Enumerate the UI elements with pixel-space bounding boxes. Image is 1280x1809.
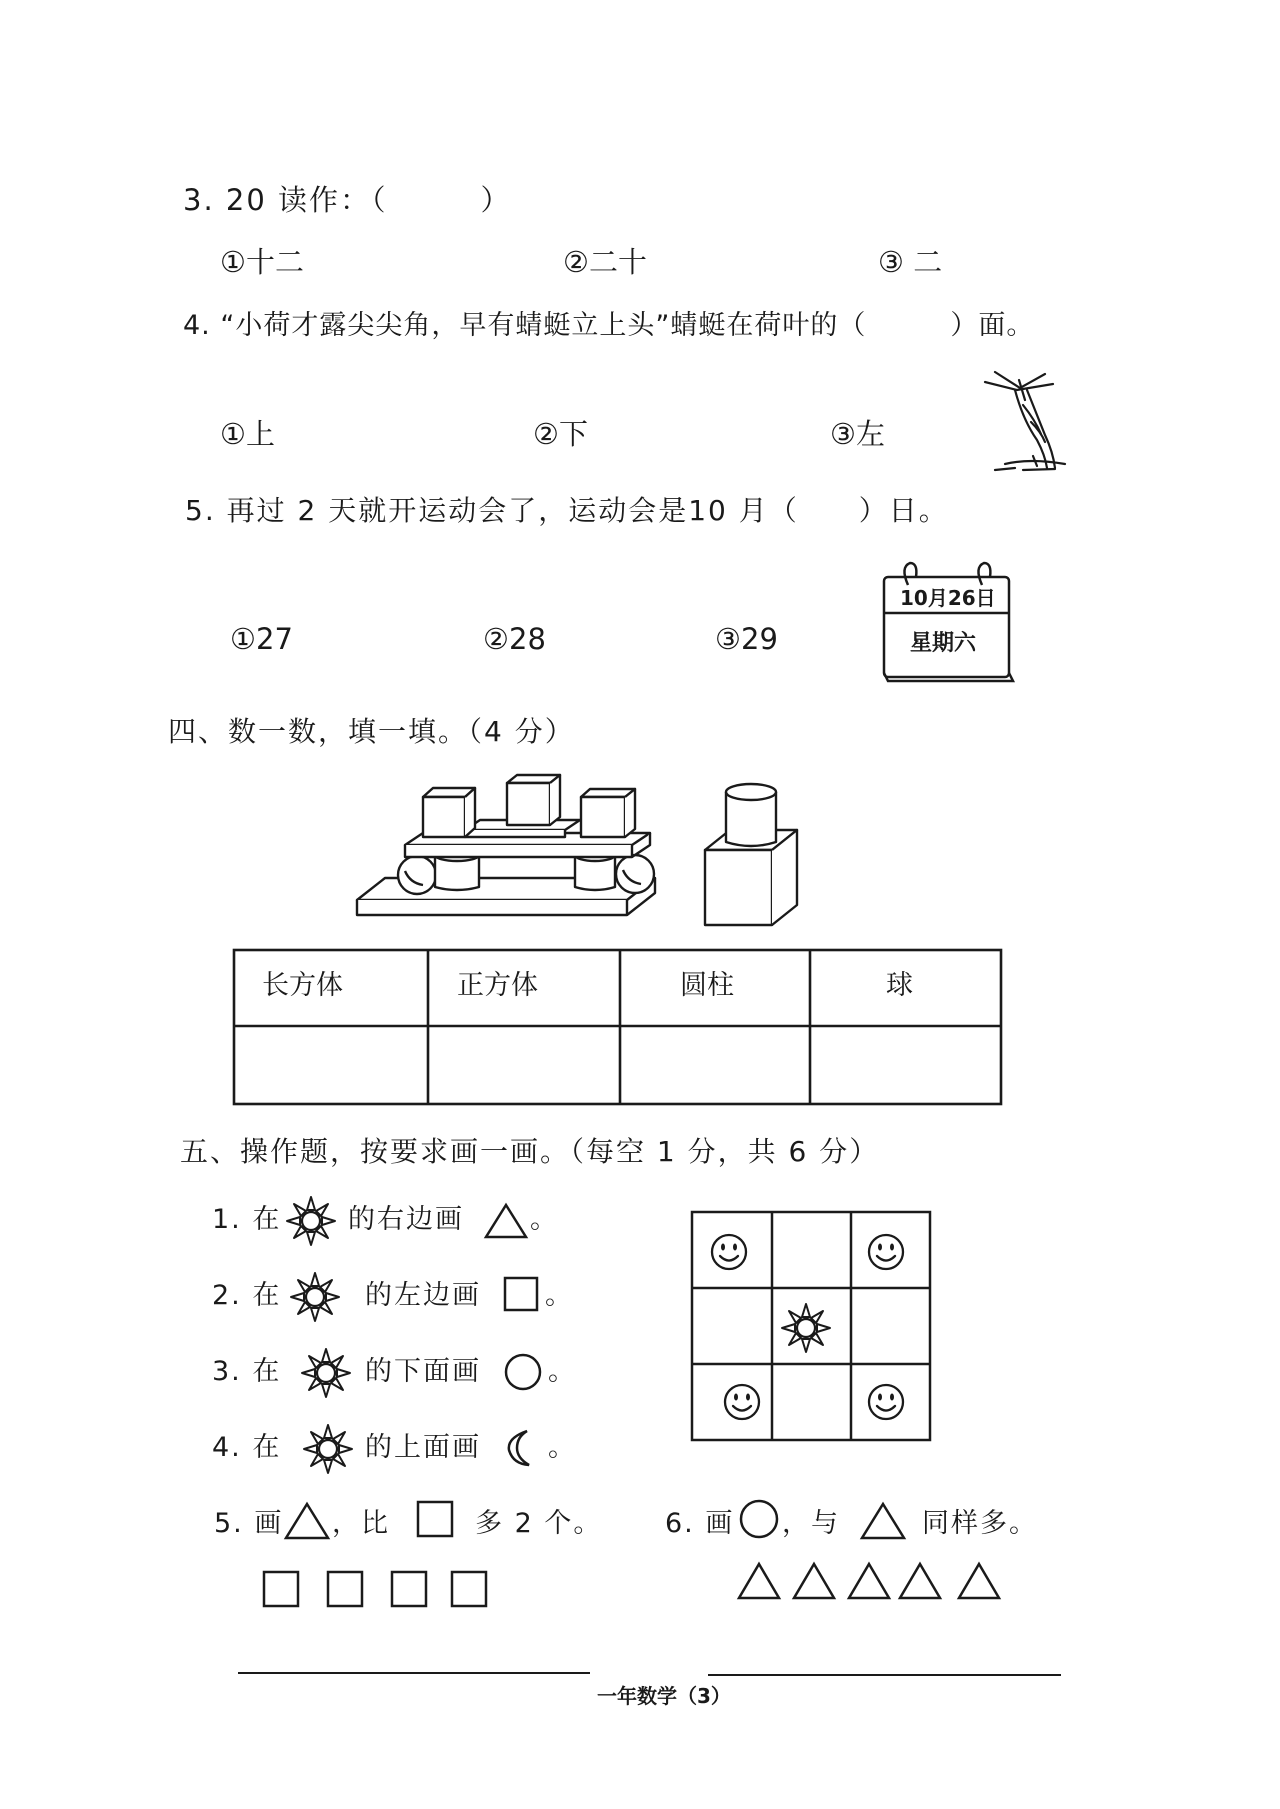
circle-icon bbox=[738, 1498, 780, 1540]
item5-post: 多 2 个。 bbox=[475, 1508, 603, 1539]
item1-post: 的右边画 bbox=[348, 1204, 464, 1235]
item6-pre: 6. 画 bbox=[665, 1508, 735, 1539]
sun-icon bbox=[778, 1300, 834, 1356]
footer-label: 一年数学（3） bbox=[597, 1684, 731, 1708]
sun-icon bbox=[300, 1421, 356, 1477]
triangle-row bbox=[737, 1560, 1007, 1602]
smiley-icon bbox=[864, 1230, 908, 1274]
item4-pre: 4. 在 bbox=[212, 1432, 282, 1463]
table-header-sphere: 球 bbox=[886, 970, 913, 1001]
footer-rule-right bbox=[708, 1674, 1061, 1676]
sun-icon bbox=[283, 1193, 339, 1249]
square-row bbox=[262, 1568, 492, 1610]
triangle-icon bbox=[484, 1203, 528, 1239]
calendar-weekday: 星期六 bbox=[910, 631, 977, 656]
item6-mid: ，与 bbox=[782, 1508, 840, 1539]
q3-option-2: ②二十 bbox=[563, 245, 647, 279]
dragonfly-on-lotus-icon bbox=[975, 360, 1070, 475]
item3-post: 的下面画 bbox=[365, 1356, 481, 1387]
q4-option-1: ①上 bbox=[220, 417, 275, 451]
q4-stem: 4. “小荷才露尖尖角，早有蜻蜓立上头”蜻蜓在荷叶的（ ）面。 bbox=[183, 310, 1035, 341]
q3-stem: 3. 20 读作：（ ） bbox=[183, 183, 512, 217]
triangle-icon bbox=[860, 1502, 906, 1540]
calendar-date: 10月26日 bbox=[900, 586, 996, 610]
calendar-icon bbox=[878, 555, 1018, 685]
q4-option-3: ③左 bbox=[830, 417, 885, 451]
q3-option-1: ①十二 bbox=[220, 245, 304, 279]
item4-post: 的上面画 bbox=[365, 1432, 481, 1463]
smiley-icon bbox=[720, 1380, 764, 1424]
circle-icon bbox=[503, 1352, 543, 1392]
section5-title: 五、操作题，按要求画一画。（每空 1 分，共 6 分） bbox=[180, 1135, 880, 1168]
table-header-cylinder: 圆柱 bbox=[680, 970, 734, 1001]
item1-pre: 1. 在 bbox=[212, 1204, 282, 1235]
q5-option-2: ②28 bbox=[483, 622, 546, 656]
crescent-moon-icon bbox=[505, 1428, 535, 1468]
item4-end: 。 bbox=[548, 1432, 577, 1463]
triangle-icon bbox=[284, 1502, 330, 1540]
item1-end: 。 bbox=[530, 1204, 559, 1235]
cube-with-cylinder-illustration bbox=[700, 780, 810, 930]
section4-title: 四、数一数，填一填。（4 分） bbox=[168, 715, 575, 748]
item6-post: 同样多。 bbox=[922, 1508, 1038, 1539]
sun-icon bbox=[287, 1269, 343, 1325]
table-header-cuboid: 长方体 bbox=[262, 970, 343, 1001]
item5-pre: 5. 画 bbox=[214, 1508, 284, 1539]
q4-option-2: ②下 bbox=[533, 417, 588, 451]
q3-option-3: ③ 二 bbox=[878, 245, 943, 279]
item5-mid: ，比 bbox=[332, 1508, 390, 1539]
footer-rule-left bbox=[238, 1672, 590, 1674]
item2-end: 。 bbox=[545, 1280, 574, 1311]
smiley-icon bbox=[707, 1230, 751, 1274]
q5-option-1: ①27 bbox=[230, 622, 293, 656]
table-header-cube: 正方体 bbox=[457, 970, 538, 1001]
item3-pre: 3. 在 bbox=[212, 1356, 282, 1387]
item2-pre: 2. 在 bbox=[212, 1280, 282, 1311]
smiley-icon bbox=[864, 1380, 908, 1424]
square-icon bbox=[416, 1500, 454, 1538]
sun-icon bbox=[298, 1345, 354, 1401]
item2-post: 的左边画 bbox=[365, 1280, 481, 1311]
q5-option-3: ③29 bbox=[715, 622, 778, 656]
q5-stem: 5. 再过 2 天就开运动会了，运动会是10 月（ ）日。 bbox=[185, 494, 949, 527]
item3-end: 。 bbox=[548, 1356, 577, 1387]
square-icon bbox=[503, 1276, 539, 1312]
